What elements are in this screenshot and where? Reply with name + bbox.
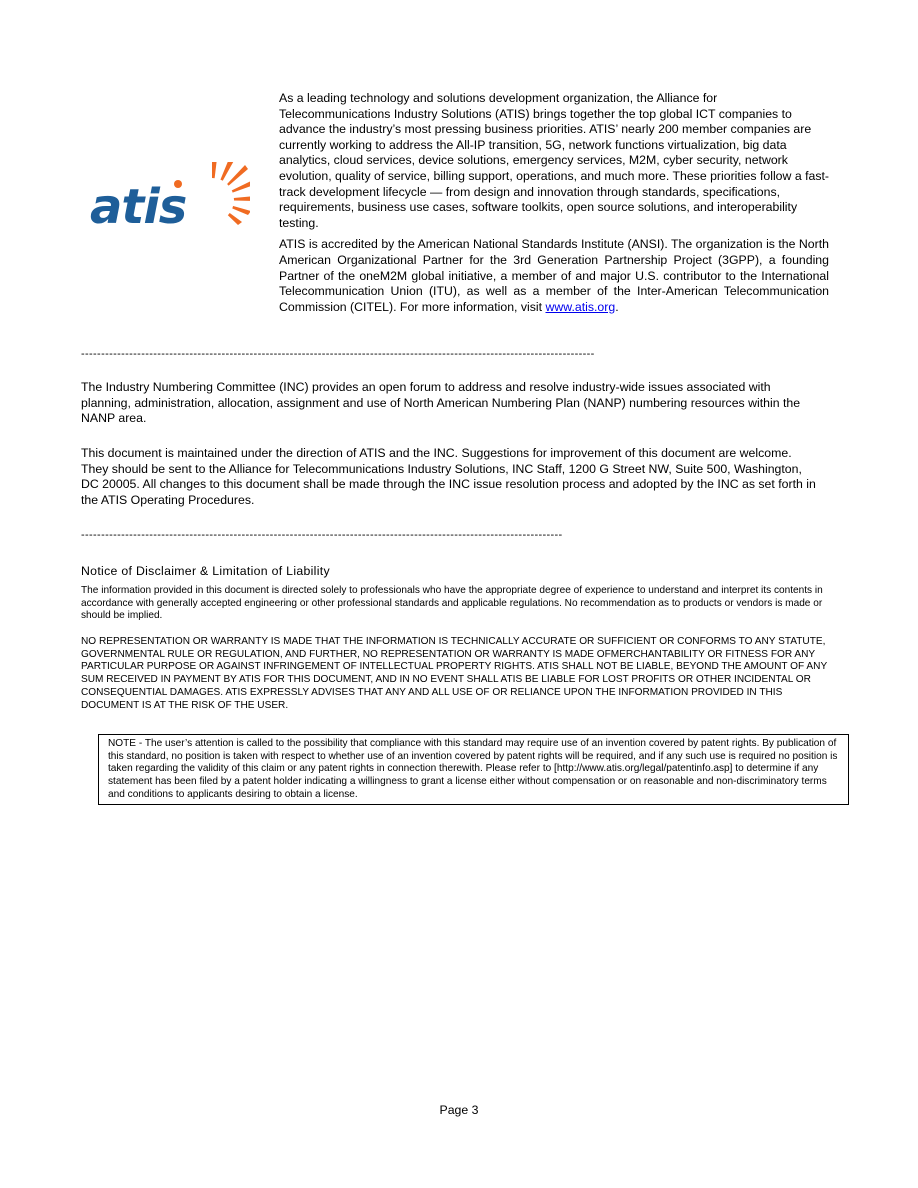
dashed-divider-1: -------------------------------------------------------------------------------------------------------------------------------- xyxy=(81,348,595,360)
disclaimer-title: Notice of Disclaimer & Limitation of Liability xyxy=(81,564,330,578)
disclaimer-paragraph-2: NO REPRESENTATION OR WARRANTY IS MADE THAT THE INFORMATION IS TECHNICALLY ACCURATE OR SUFFICIENT OR CONFORMS TO ANY STATUTE, GOVERNMENTAL RULE OR REGULATION, AND FURTHER, NO REPRESENTATION OR WARRANTY IS MADE OFMERCHANTABILITY OR FITNESS FOR ANY PARTICULAR PURPOSE OR AGAINST INFRINGEMENT OF INTELLECTUAL PROPERTY RIGHTS. ATIS SHALL NOT BE LIABLE, BEYOND THE AMOUNT OF ANY SUM RECEIVED IN PAYMENT BY ATIS FOR THIS DOCUMENT, AND IN NO EVENT SHALL ATIS BE LIABLE FOR LOST PROFITS OR OTHER INCIDENTAL OR CONSEQUENTIAL DAMAGES. ATIS EXPRESSLY ADVISES THAT ANY AND ALL USE OF OR RELIANCE UPON THE INFORMATION PROVIDED IN THIS DOCUMENT IS AT THE RISK OF THE USER. xyxy=(81,636,827,711)
intro-paragraph-2-text: ATIS is accredited by the American National Standards Institute (ANSI). The organization is the North American Organizational Partner for the 3rd Generation Partnership Project (3GPP), a founding Partner of the oneM2M global initiative, a member of and major U.S. contributor to the International Telecommunication Union (ITU), as well as a member of the Inter-American Telecommunication Commission (CITEL). For more information, visit xyxy=(279,237,829,314)
sunburst-icon xyxy=(190,162,250,225)
disclaimer-paragraph-1: The information provided in this document is directed solely to professionals who have the appropriate degree of experience to understand and interpret its contents in accordance with generally accepted engineering or other professional standards and applicable regulations. No recommendation as to products or vendors is made or should be implied. xyxy=(81,585,823,622)
intro-paragraph-1: As a leading technology and solutions development organization, the Alliance for Telecommunications Industry Solutions (ATIS) brings together the top global ICT companies to advance the industry’s most pressing business priorities. ATIS’ nearly 200 member companies are currently working to address the All-IP transition, 5G, network functions virtualization, big data analytics, cloud services, device solutions, emergency services, M2M, cyber security, network evolution, quality of service, billing support, operations, and much more. These priorities follow a fast-track development lifecycle — from design and innovation through standards, specifications, requirements, business use cases, software toolkits, open source solutions, and interoperability testing. xyxy=(279,91,829,230)
atis-logo-graphic xyxy=(88,162,250,232)
dashed-divider-2: ------------------------------------------------------------------------------------------------------------------------ xyxy=(81,529,563,541)
atis-website-link[interactable]: www.atis.org xyxy=(545,299,616,314)
patent-note-box xyxy=(98,734,849,805)
patent-note-text: NOTE - The user’s attention is called to the possibility that compliance with this standard may require use of an invention covered by patent rights. By publication of this standard, no position is taken with respect to whether use of an invention covered by patent rights will be required, and if any such use is required no position is taken regarding the validity of this claim or any patent rights in connection therewith. Please refer to [http://www.atis.org/legal/patentinfo.asp] to determine if any statement has been filed by a patent holder indicating a willingness to grant a license either without compensation or on reasonable and non-discriminatory terms and conditions to applicants desiring to obtain a license. xyxy=(108,738,838,800)
atis-logo xyxy=(88,162,250,232)
intro-paragraph-2-end: . xyxy=(615,299,619,314)
atis-intro xyxy=(279,91,829,321)
logo-wordmark: atis xyxy=(90,179,187,232)
maintenance-statement: This document is maintained under the direction of ATIS and the INC. Suggestions for improvement of this document are welcome. They should be sent to the Alliance for Telecommunications Industry Solutions, INC Staff, 1200 G Street NW, Suite 500, Washington, DC 20005. All changes to this document shall be made through the INC issue resolution process and adopted by the INC as set forth in the ATIS Operating Procedures. xyxy=(81,446,816,507)
inc-description: The Industry Numbering Committee (INC) provides an open forum to address and resolve industry-wide issues associated with planning, administration, allocation, assignment and use of North American Numbering Plan (NANP) numbering resources within the NANP area. xyxy=(81,380,801,426)
intro-paragraph-2 xyxy=(279,237,829,315)
page-number: Page 3 xyxy=(439,1103,479,1117)
